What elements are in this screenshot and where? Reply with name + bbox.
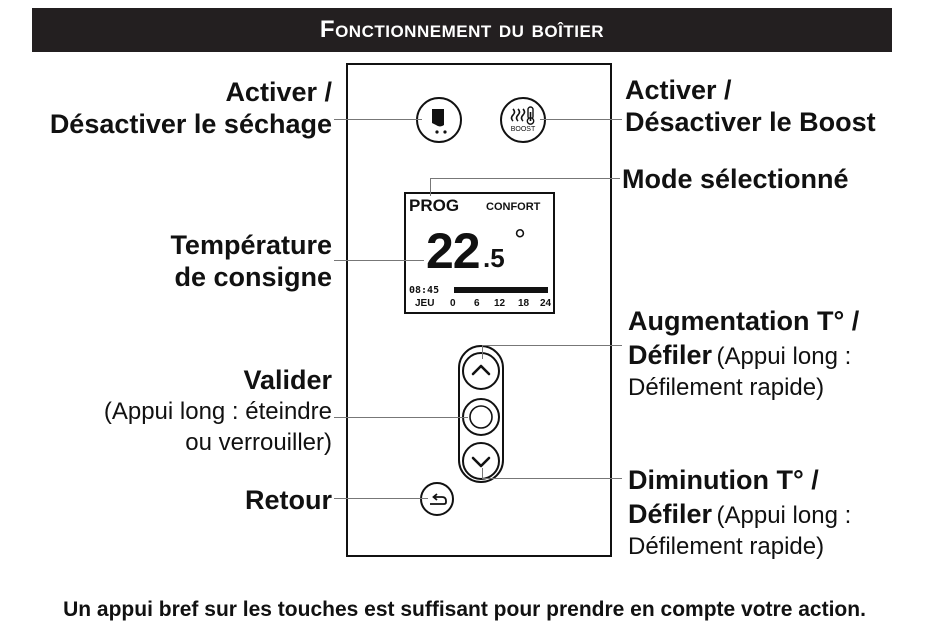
label-down-note-b: Défilement rapide) <box>628 533 825 561</box>
header-bar <box>32 8 892 52</box>
label-up <box>628 305 928 403</box>
return-button[interactable] <box>420 482 454 516</box>
label-valider <box>10 364 332 458</box>
label-down-note-a: (Appui long : <box>716 502 852 530</box>
leader-line-boost <box>540 119 622 120</box>
leader-line-temperature <box>334 260 424 261</box>
label-sechage-line2: Désactiver le séchage <box>49 109 332 140</box>
label-sechage <box>10 76 332 141</box>
down-button[interactable] <box>462 442 500 480</box>
label-valider-title: Valider <box>243 365 332 395</box>
label-boost-line2: Désactiver le Boost <box>625 107 876 138</box>
label-up-title: Augmentation T° / <box>628 306 860 336</box>
leader-line-sechage <box>334 119 422 120</box>
label-temperature-line2: de consigne <box>174 262 332 293</box>
lcd-screen <box>404 192 555 314</box>
label-boost <box>625 74 925 139</box>
label-up-bold: Défiler <box>628 340 713 371</box>
label-retour-text: Retour <box>245 485 332 515</box>
schedule-ticks <box>450 298 554 310</box>
label-down <box>628 464 928 562</box>
label-valider-note-b: ou verrouiller) <box>185 429 332 457</box>
drying-icon <box>418 99 460 141</box>
leader-line-down-vertical <box>482 468 483 478</box>
label-temperature <box>10 229 332 294</box>
label-mode-text: Mode sélectionné <box>622 164 849 194</box>
leader-line-retour <box>334 498 428 499</box>
up-button[interactable] <box>462 352 500 390</box>
drying-button[interactable] <box>416 97 462 143</box>
chevron-up-icon <box>464 354 498 388</box>
tick-label: 12 <box>494 298 506 309</box>
leader-line-up-vertical <box>482 345 483 359</box>
screen-degree: ° <box>514 224 526 257</box>
tick-label: 0 <box>450 298 456 309</box>
screen-mode-confort: CONFORT <box>486 201 541 213</box>
tick-label: 6 <box>474 298 480 309</box>
chevron-down-icon <box>464 444 498 478</box>
leader-line-mode-vertical <box>430 178 431 196</box>
screen-temp-main: 22 <box>426 223 480 279</box>
leader-line-down <box>482 478 622 479</box>
label-retour <box>10 484 332 516</box>
screen-mode-prog: PROG <box>409 196 460 215</box>
label-boost-line1: Activer / <box>625 75 732 105</box>
label-down-bold: Défiler <box>628 499 713 530</box>
leader-line-valider <box>334 417 468 418</box>
label-sechage-line1: Activer / <box>225 77 332 107</box>
screen-temp-decimal: .5 <box>483 243 505 273</box>
header-title: Fonctionnement du boîtier <box>319 16 605 43</box>
return-arrow-icon <box>422 484 452 514</box>
label-temperature-line1: Température <box>170 230 332 260</box>
label-up-line2 <box>628 339 928 372</box>
boost-button[interactable] <box>500 97 546 143</box>
footer-note: Un appui bref sur les touches est suffisant pour prendre en compte votre action. <box>63 598 866 621</box>
tick-label: 24 <box>540 298 552 309</box>
ok-ring-icon <box>464 400 498 434</box>
screen-time: 08:45 <box>409 285 440 296</box>
label-up-note-a: (Appui long : <box>716 343 852 371</box>
leader-line-mode <box>430 178 620 179</box>
schedule-bar <box>454 287 548 293</box>
label-down-title: Diminution T° / <box>628 465 819 495</box>
leader-line-up <box>482 345 622 346</box>
label-up-note-b: Défilement rapide) <box>628 374 825 402</box>
label-down-line2 <box>628 498 928 531</box>
tick-label: 18 <box>518 298 530 309</box>
screen-day: JEU <box>415 298 435 309</box>
label-valider-note-a: (Appui long : éteindre <box>103 398 332 426</box>
boost-label: BOOST <box>510 126 536 133</box>
label-mode <box>622 163 922 195</box>
